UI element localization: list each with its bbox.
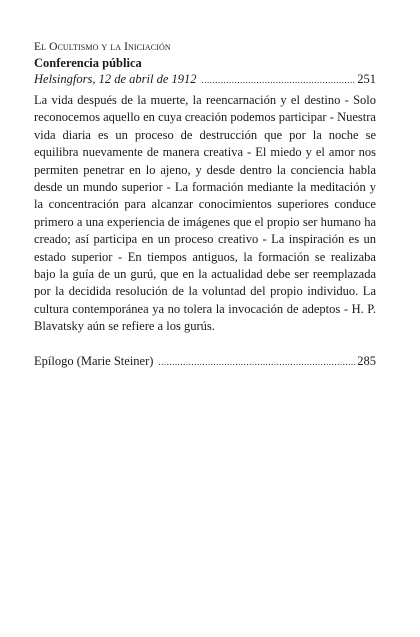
toc-entry-conference — [34, 71, 376, 89]
dot-leader — [202, 72, 357, 89]
toc-page — [34, 40, 376, 371]
section-title: El Ocultismo y la Iniciación — [34, 41, 171, 53]
toc-entry-epilogue — [34, 353, 376, 371]
section-summary: La vida después de la muerte, la reencarnación y el destino - Solo reconocemos aquello en cuya creación podemos participar - Nuestra vida diaria es un proceso de destrucción que por la noche se equilibra nuevamente de manera creativa - El miedo y el amor nos permiten penetrar en lo ajeno, y desde dentro la conciencia habla desde un mundo superior - La formación mediante la meditación y la concentración para alcanzar conocimientos superiores conduce primero a una experiencia de imágenes que el propio ser humano ha creado; así participa en un proceso creativo - La inspiración es un estado superior - En tiempos antiguos, la formación se realizaba bajo la guía de un gurú, que en la actualidad debe ser reemplazada por la decidida resolución de la voluntad del propio individuo. La cultura contemporánea ya no tolera la invocación de adeptos - H. P. Blavatsky aún se refiere a los gurús. — [34, 93, 376, 334]
page-number: 251 — [357, 72, 376, 86]
section-subtitle: Conferencia pública — [34, 56, 142, 70]
dot-leader — [158, 354, 356, 371]
epilogue-label: Epílogo (Marie Steiner) — [34, 353, 154, 368]
epilogue-page-number: 285 — [357, 353, 376, 368]
place-date: Helsingfors, 12 de abril de 1912 — [34, 72, 197, 86]
